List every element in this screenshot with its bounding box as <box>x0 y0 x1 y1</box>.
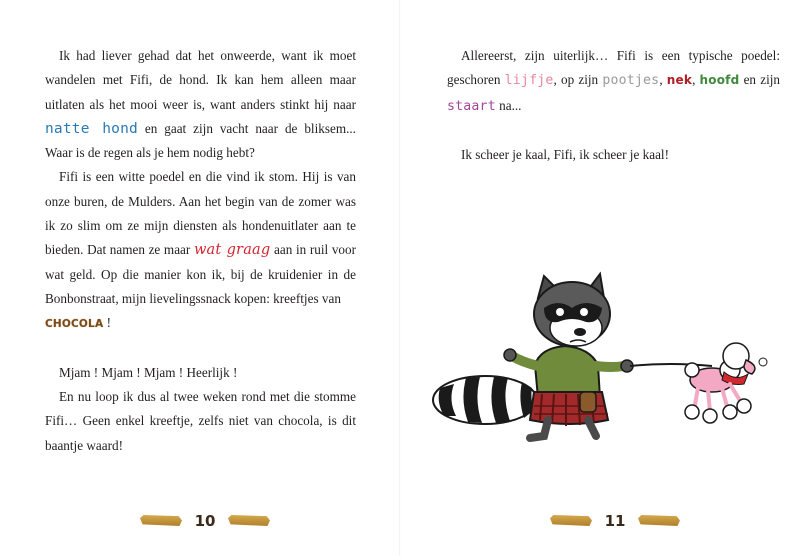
right-paragraph-2: Ik scheer je kaal, Fifi, ik scheer je kaal! <box>461 147 669 163</box>
page-number-left <box>140 510 270 532</box>
lijfje-effect-word: lijfje <box>504 73 554 89</box>
right-paragraph-1: Allereerst, zijn uiterlijk… Fifi is een typische poedel: geschoren lijfje, op zijn pootjes, nek, hoofd en zijn staart na... <box>447 48 780 114</box>
chocola-effect-word: CHOCOLA <box>45 318 104 331</box>
leash-icon <box>630 364 712 366</box>
natte-hond-effect-word: natte hond <box>45 120 138 137</box>
left-page-text <box>45 44 356 458</box>
raccoon-tail-icon <box>433 376 537 424</box>
raccoon-head-icon <box>534 274 610 346</box>
pootjes-effect-word: pootjes <box>602 73 660 89</box>
poodle-icon <box>685 343 767 423</box>
page-number-label: 10 <box>194 512 216 530</box>
wood-plank-icon <box>140 515 182 526</box>
page-number-label: 11 <box>604 512 626 530</box>
left-paragraph-4: En nu loop ik dus al twee weken rond met die stomme Fifi… Geen enkel kreeftje, zelfs niet van chocola, is dit baantje waard! <box>45 389 356 453</box>
raccoon-walking-poodle-illustration <box>430 270 780 445</box>
wood-plank-icon <box>638 515 680 526</box>
staart-effect-word: staart <box>447 98 496 114</box>
hoofd-effect-word: hoofd <box>699 73 740 88</box>
right-page-text <box>447 44 780 167</box>
wood-plank-icon <box>550 515 592 526</box>
page-number-right <box>550 510 680 532</box>
wat-graag-effect-word: wat graag <box>193 242 271 259</box>
left-paragraph-3: Mjam ! Mjam ! Mjam ! Heerlijk ! <box>59 364 238 380</box>
left-paragraph-1: Ik had liever gehad dat het onweerde, want ik moet wandelen met Fifi, de hond. Ik kan hem alleen maar uitlaten als het mooi weer is, want anders stinkt hij naar natte hond en gaat zijn vacht naar de bliksem... Waar is de regen als je hem nodig hebt? <box>45 48 356 161</box>
left-paragraph-2: Fifi is een witte poedel en die vind ik stom. Hij is van onze buren, de Mulders. Aan het begin van de zomer was ik zo slim om ze mijn diensten als hondenuitlater aan te bieden. Dat namen ze maar wat graag aan in ruil voor wat geld. Op die manier kon ik, bij de kruidenier in de Bonbonstraat, mijn lievelingssnack kopen: kreeftjes van CHOCOLA ! <box>45 169 357 331</box>
nek-effect-word: nek <box>666 73 693 88</box>
wood-plank-icon <box>228 515 270 526</box>
